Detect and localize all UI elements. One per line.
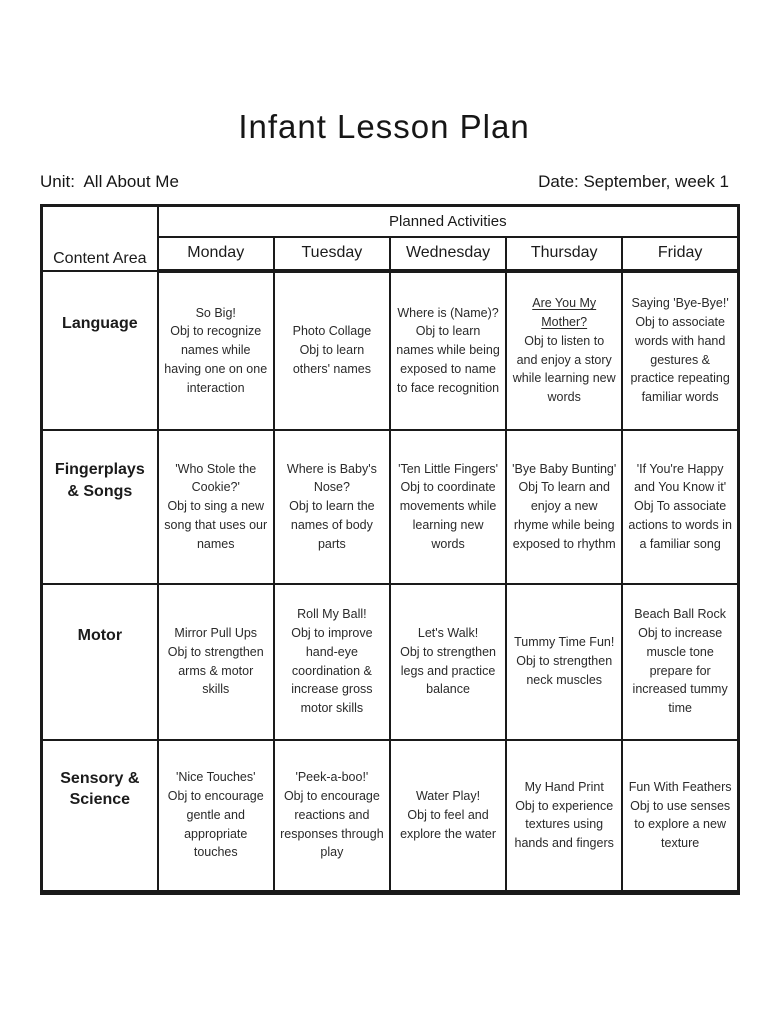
activity-content — [512, 460, 616, 554]
activity-title: Tummy Time Fun! — [514, 635, 615, 650]
row-label-text: Sensory & Science — [60, 769, 140, 809]
activity-objective: Obj to learn the names of body parts — [289, 499, 375, 551]
activity-objective: Obj to feel and explore the water — [400, 807, 496, 841]
activity-content — [396, 787, 500, 843]
activity-content — [280, 605, 384, 718]
page-title: Infant Lesson Plan — [238, 108, 530, 145]
activity-objective: Obj to strengthen neck muscles — [516, 654, 613, 687]
activity-title: Fun With Feathers — [628, 779, 732, 794]
activity-objective: Obj to learn names while being exposed to name to face recognition — [396, 324, 500, 395]
day-header-thursday: Thursday — [506, 237, 622, 271]
row-label-fingerplays-songs — [42, 430, 158, 584]
activity-cell — [390, 271, 506, 430]
table-row-sensory-science — [42, 740, 739, 893]
activity-cell — [274, 430, 390, 584]
activity-cell — [506, 740, 622, 893]
activity-cell — [274, 740, 390, 893]
activity-cell — [506, 430, 622, 584]
unit-label: Unit: All About Me — [40, 172, 179, 191]
activity-objective: Obj to increase muscle tone prepare for increased tummy time — [632, 626, 728, 715]
activity-content — [280, 768, 384, 862]
activity-title: Roll My Ball! — [297, 607, 367, 622]
activity-title: 'Peek-a-boo!' — [295, 770, 369, 785]
activity-content — [396, 624, 500, 699]
activity-content — [164, 624, 268, 699]
activity-cell — [506, 271, 622, 430]
table-row-language — [42, 271, 739, 430]
activity-objective: Obj to strengthen arms & motor skills — [167, 644, 264, 697]
activity-cell — [390, 740, 506, 893]
activity-objective: Obj to listen to and enjoy a story while learning new words — [512, 333, 616, 404]
activity-cell — [274, 271, 390, 430]
activity-cell — [390, 584, 506, 740]
activity-objective: Obj to experience textures using hands and fingers — [514, 798, 614, 850]
row-label-text: Fingerplays & Songs — [54, 460, 145, 500]
activity-title: Are You My Mother? — [532, 296, 597, 329]
activity-title: 'If You're Happy and You Know it' — [634, 461, 727, 495]
activity-objective: Obj to strengthen legs and practice balance — [400, 644, 496, 697]
activity-objective: Obj to sing a new song that uses our names — [164, 499, 268, 551]
activity-content — [512, 633, 616, 689]
activity-title: Photo Collage — [292, 324, 372, 339]
activity-title: 'Bye Baby Bunting' — [512, 461, 617, 476]
activity-title: Let's Walk! — [417, 626, 479, 640]
activity-title: Mirror Pull Ups — [174, 626, 258, 640]
activity-objective: Obj To associate actions to words in a familiar song — [628, 499, 732, 551]
activity-cell — [622, 271, 738, 430]
activity-content — [164, 768, 268, 862]
meta-row — [40, 172, 729, 192]
activity-objective: Obj to recognize names while having one on one interaction — [164, 324, 268, 395]
activity-title: Beach Ball Rock — [634, 607, 726, 622]
activity-objective: Obj to associate words with hand gestures & practice repeating familiar words — [630, 315, 730, 404]
row-label-sensory-science — [42, 740, 158, 893]
day-header-wednesday: Wednesday — [390, 237, 506, 271]
activity-content — [280, 460, 384, 554]
row-label-language — [42, 271, 158, 430]
activity-content — [512, 778, 616, 853]
activity-objective: Obj To learn and enjoy a new rhyme while being exposed to rhythm — [512, 480, 616, 551]
activity-title: Where is (Name)? — [397, 305, 499, 320]
activity-objective: Obj to encourage reactions and responses through play — [280, 789, 384, 860]
activity-title: 'Nice Touches' — [175, 770, 256, 785]
activity-objective: Obj to learn others' names — [292, 343, 371, 376]
table-row-fingerplays-songs — [42, 430, 739, 584]
row-label-text: Language — [62, 315, 138, 333]
activity-title: So Big! — [195, 305, 236, 320]
activity-content — [628, 778, 732, 853]
activity-content — [280, 322, 384, 378]
activity-title: Where is Baby's Nose? — [286, 461, 377, 495]
activity-cell — [158, 271, 274, 430]
activity-content — [396, 460, 500, 554]
activity-content — [164, 460, 268, 554]
activity-cell — [390, 430, 506, 584]
activity-content — [164, 304, 268, 398]
activity-title: Saying 'Bye-Bye!' — [631, 296, 729, 311]
planned-activities-header: Planned Activities — [158, 206, 739, 237]
activity-cell — [158, 584, 274, 740]
activity-objective: Obj to use senses to explore a new texture — [630, 798, 731, 850]
activity-cell — [622, 430, 738, 584]
activity-objective: Obj to encourage gentle and appropriate touches — [167, 789, 264, 860]
activity-cell — [274, 584, 390, 740]
activity-content — [396, 304, 500, 398]
activity-title: Water Play! — [415, 789, 481, 804]
row-label-text: Motor — [77, 626, 123, 644]
activity-content — [628, 460, 732, 554]
activity-title: My Hand Print — [524, 779, 604, 794]
row-label-motor — [42, 584, 158, 740]
activity-cell — [158, 740, 274, 893]
activity-objective: Obj to coordinate movements while learning new words — [399, 480, 497, 551]
activity-content — [512, 294, 616, 407]
day-header-tuesday: Tuesday — [274, 237, 390, 271]
activity-cell — [622, 584, 738, 740]
day-header-friday: Friday — [622, 237, 738, 271]
lesson-plan-table — [40, 204, 740, 895]
activity-content — [628, 294, 732, 407]
activity-cell — [158, 430, 274, 584]
content-area-header: Content Area — [42, 206, 158, 271]
activity-content — [628, 605, 732, 718]
group-header-row — [42, 206, 739, 237]
table-row-motor — [42, 584, 739, 740]
date-label: Date: September, week 1 — [538, 172, 729, 191]
activity-cell — [622, 740, 738, 893]
day-header-monday: Monday — [158, 237, 274, 271]
activity-objective: Obj to improve hand-eye coordination & increase gross motor skills — [291, 626, 373, 715]
activity-title: 'Ten Little Fingers' — [398, 461, 499, 476]
activity-cell — [506, 584, 622, 740]
activity-title: 'Who Stole the Cookie?' — [175, 461, 257, 495]
